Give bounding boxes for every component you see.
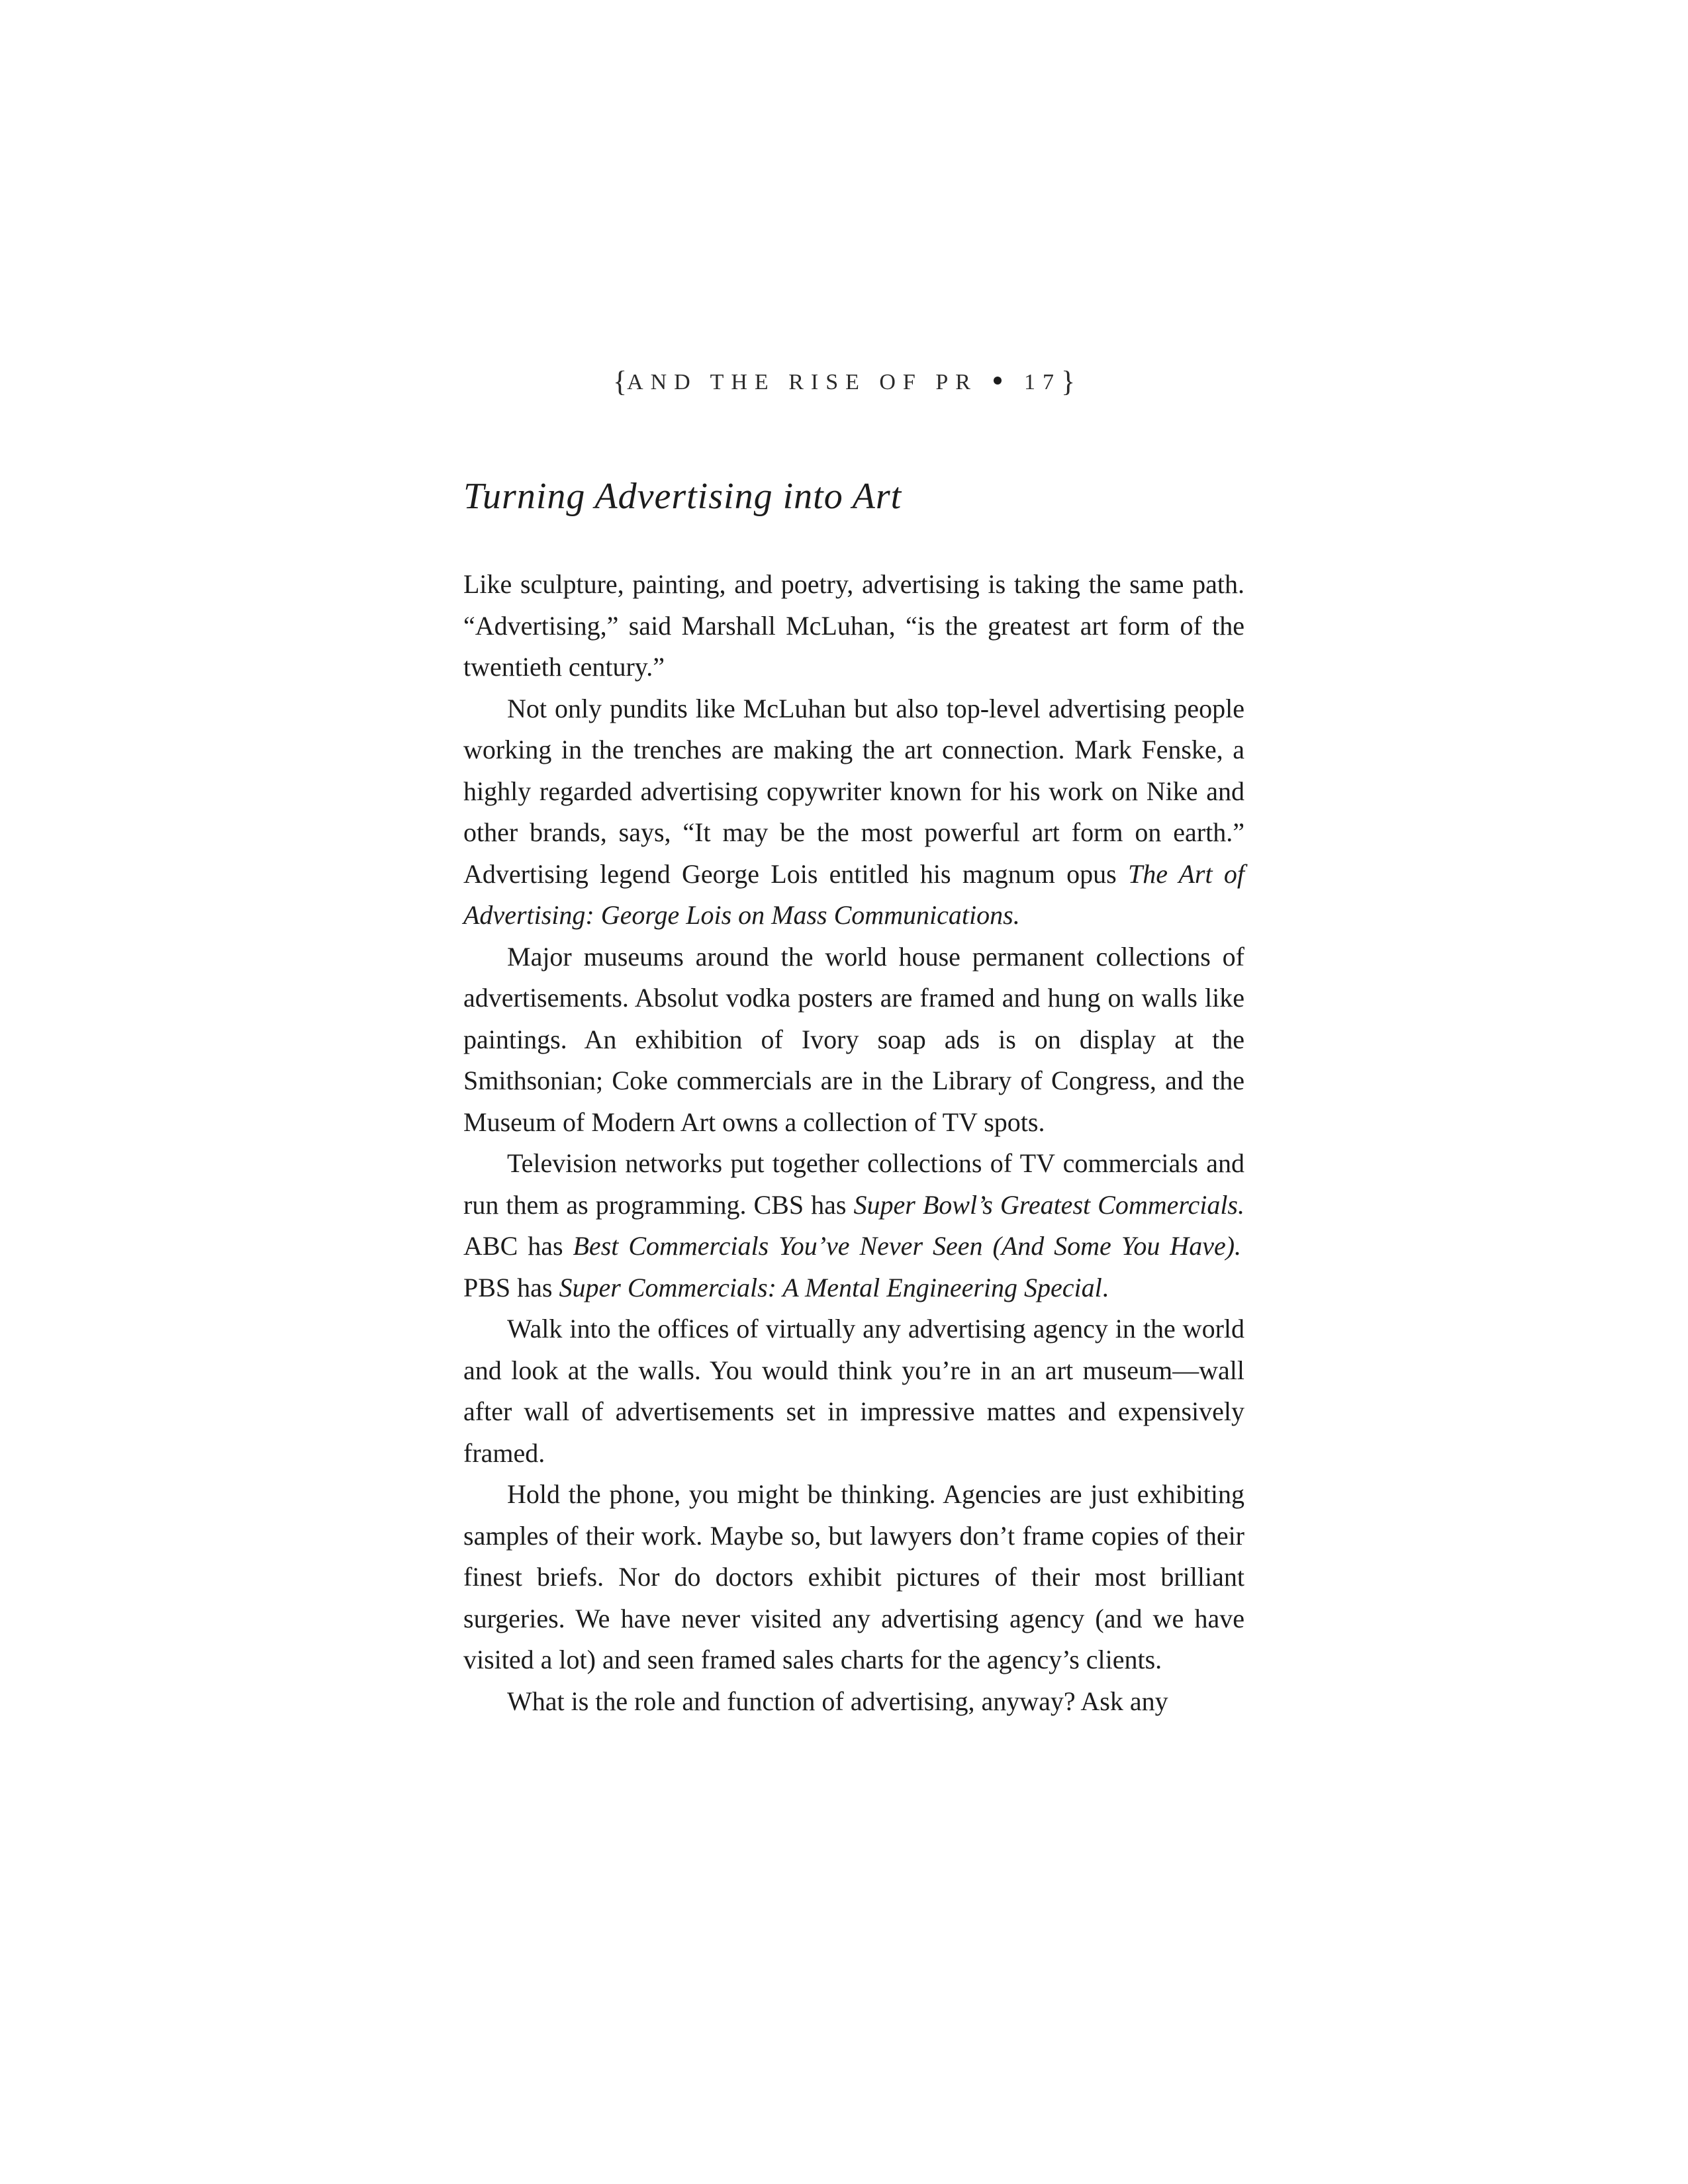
paragraph-1-text: Like sculpture, painting, and poetry, advertising is taking the same path. “Advertising,” said Marshall McLuhan, “is the greatest art form of the twentieth century.” xyxy=(463,569,1244,682)
paragraph-3-text: Major museums around the world house permanent collections of advertisements. Absolut vodka posters are framed and hung on walls like paintings. An exhibition of Ivory soap ads is on display at the Smithsonian; Coke commercials are in the Library of Congress, and the Museum of Modern Art owns a collection of TV spots. xyxy=(463,941,1244,1137)
running-head-close-brace: } xyxy=(1060,365,1076,398)
paragraph-2 xyxy=(463,688,1244,936)
paragraph-6 xyxy=(463,1474,1244,1681)
page-number: 17 xyxy=(1023,370,1061,394)
program-title-abc: Best Commercials You’ve Never Seen (And Some You Have). xyxy=(573,1231,1242,1261)
paragraph-7-text: What is the role and function of advertising, anyway? Ask any xyxy=(507,1686,1168,1716)
paragraph-4-text-d: . xyxy=(1102,1272,1109,1302)
paragraph-5-text: Walk into the offices of virtually any advertising agency in the world and look at the walls. You would think you’re in an art museum—wall after wall of advertisements set in impressive mattes and expensively framed. xyxy=(463,1314,1244,1468)
book-title-italic: The Art of Advertising: George Lois on Mass Communications. xyxy=(463,858,1244,930)
paragraph-3 xyxy=(463,936,1244,1144)
running-head xyxy=(0,363,1688,396)
paragraph-2-text: Not only pundits like McLuhan but also top-level advertising people working in the trenches are making the art connection. Mark Fenske, a highly regarded advertising copywriter known for his work on Nike and other brands, says, “It may be the most powerful art form on earth.” Advertising legend George Lois entitled his magnum opus xyxy=(463,693,1244,889)
program-title-pbs: Super Commercials: A Mental Engineering Special xyxy=(559,1272,1102,1302)
paragraph-4-text-c: PBS has xyxy=(463,1272,559,1302)
paragraph-7 xyxy=(463,1681,1244,1723)
paragraph-1 xyxy=(463,564,1244,688)
running-head-open-brace: { xyxy=(612,365,628,398)
paragraph-6-text: Hold the phone, you might be thinking. Agencies are just exhibiting samples of their work. Maybe so, but lawyers don’t frame copies of their finest briefs. Nor do doctors exhibit pictures of their most brilliant surgeries. We have never visited any advertising agency (and we have visited a lot) and seen framed sales charts for the agency’s clients. xyxy=(463,1479,1244,1674)
paragraph-4-text-b: ABC has xyxy=(463,1231,573,1261)
paragraph-4 xyxy=(463,1143,1244,1308)
section-title: Turning Advertising into Art xyxy=(463,476,902,517)
paragraph-5 xyxy=(463,1308,1244,1474)
running-head-title: AND THE RISE OF PR xyxy=(627,370,978,394)
bullet-dot-icon xyxy=(994,377,1002,385)
program-title-cbs: Super Bowl’s Greatest Commercials. xyxy=(853,1189,1244,1220)
paragraph-4-text-a: Television networks put together collections of TV commercials and run them as programming. CBS has xyxy=(463,1148,1244,1220)
body-text xyxy=(463,564,1244,1722)
